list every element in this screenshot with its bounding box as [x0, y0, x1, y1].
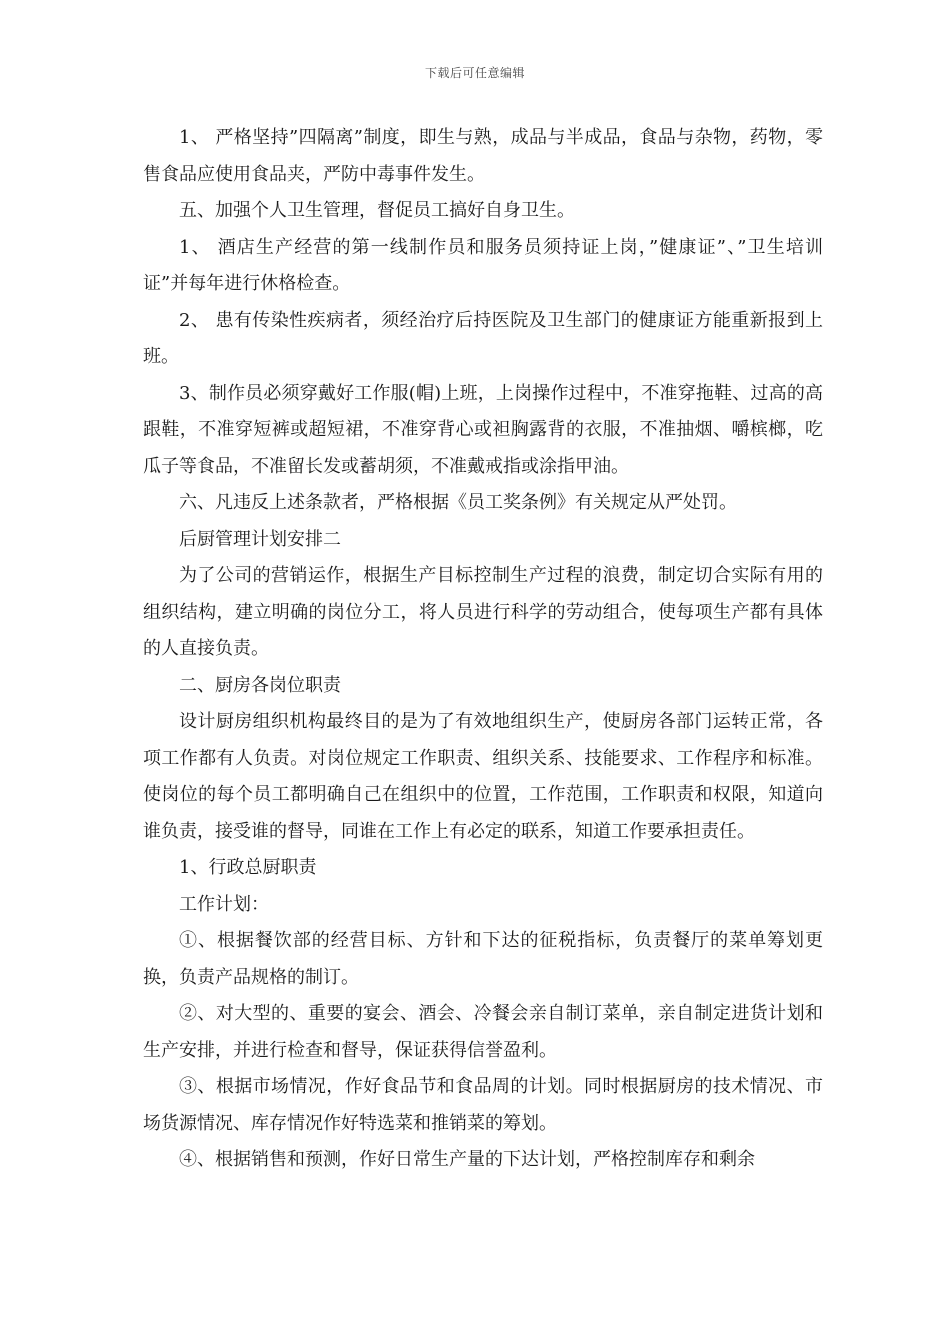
section-title: 后厨管理计划安排二 — [179, 528, 341, 550]
paragraph: 3、制作员必须穿戴好工作服(帽)上班，上岗操作过程中，不准穿拖鞋、过高的高跟鞋，不准穿短裤或超短裙，不准穿背心或袒胸露背的衣服，不准抽烟、嚼槟榔，吃瓜子等食品，不准留长发或蓄胡须，不准戴戒指或涂指甲油。 — [143, 382, 823, 477]
section-heading: 五、加强个人卫生管理，督促员工搞好自身卫生。 — [179, 200, 575, 221]
paragraph: 2、 患有传染性疾病者，须经治疗后持医院及卫生部门的健康证方能重新报到上班。 — [143, 309, 823, 367]
subsection-heading: 1、行政总厨职责 — [179, 857, 317, 878]
list-item: ②、对大型的、重要的宴会、酒会、冷餐会亲自制订菜单，亲自制定进货计划和生产安排，并进行检查和督导，保证获得信誉盈利。 — [143, 1003, 823, 1061]
list-item: ③、根据市场情况，作好食品节和食品周的计划。同时根据厨房的技术情况、市场货源情况、库存情况作好特选菜和推销菜的筹划。 — [143, 1076, 823, 1134]
section-heading: 二、厨房各岗位职责 — [179, 674, 341, 696]
list-item: ④、根据销售和预测，作好日常生产量的下达计划，严格控制库存和剩余 — [179, 1149, 755, 1170]
paragraph: 设计厨房组织机构最终目的是为了有效地组织生产，使厨房各部门运转正常，各项工作都有人负责。对岗位规定工作职责、组织关系、技能要求、工作程序和标准。使岗位的每个员工都明确自己在组织中的位置，工作范围，工作职责和权限，知道向谁负责，接受谁的督导，同谁在工作上有必定的联系，知道工作要承担责任。 — [143, 711, 823, 842]
paragraph: 工作计划： — [179, 893, 269, 915]
paragraph: 为了公司的营销运作，根据生产目标控制生产过程的浪费，制定切合实际有用的组织结构，建立明确的岗位分工，将人员进行科学的劳动组合，使每项生产都有具体的人直接负责。 — [143, 565, 823, 659]
paragraph: 1、 酒店生产经营的第一线制作员和服务员须持证上岗，”健康证”、”卫生培训证”并每年进行休格检查。 — [143, 236, 823, 294]
paragraph: 1、 严格坚持”四隔离”制度，即生与熟，成品与半成品，食品与杂物，药物，零售食品应使用食品夹，严防中毒事件发生。 — [143, 127, 823, 185]
page-header: 下载后可任意编辑 — [424, 66, 525, 80]
list-item: ①、根据餐饮部的经营目标、方针和下达的征税指标，负责餐厅的菜单筹划更换，负责产品规格的制订。 — [143, 930, 823, 988]
document-body — [143, 120, 823, 1179]
section-heading: 六、凡违反上述条款者，严格根据《员工奖条例》有关规定从严处罚。 — [179, 492, 737, 513]
